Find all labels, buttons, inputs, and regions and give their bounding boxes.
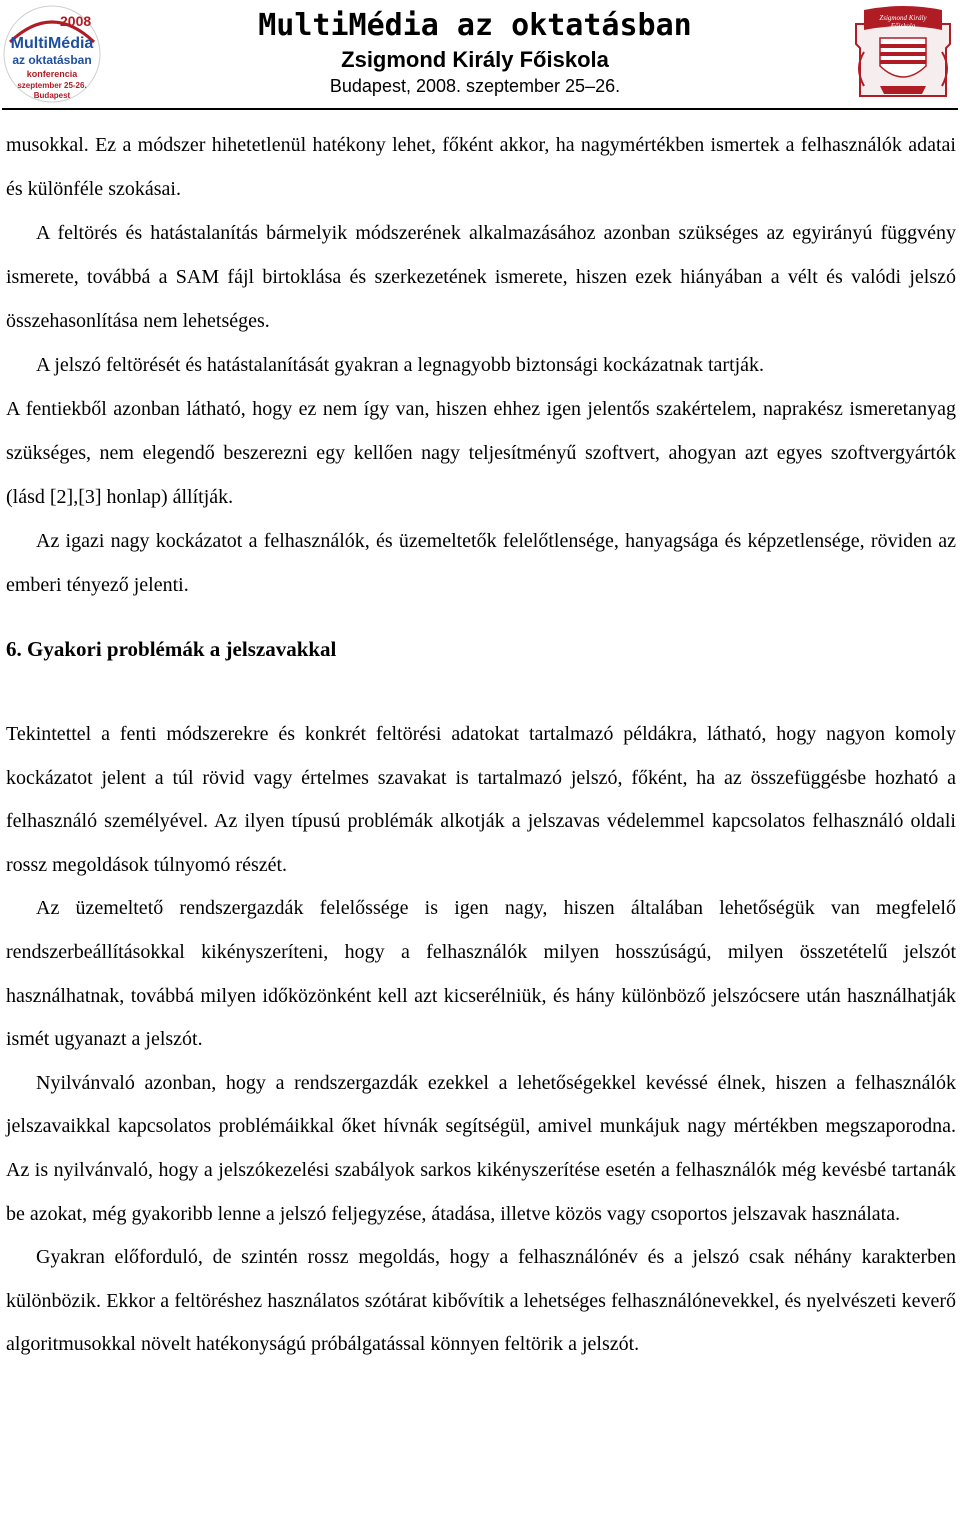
crest-name: Zsigmond Király xyxy=(879,14,927,22)
logo-year: 2008 xyxy=(60,13,92,29)
section-heading: 6. Gyakori problémák a jelszavakkal xyxy=(6,637,337,661)
svg-text:Főiskola: Főiskola xyxy=(890,22,916,30)
paragraph: A feltörés és hatástalanítás bármelyik módszerének alkalmazásához azonban szükséges az egyirányú függvény ismerete, továbbá a SAM fájl birtoklása és szerkezetének ismerete, hiszen ezek hiányában a vélt és valódi jelszó összehasonlítása nem lehetséges. xyxy=(6,222,956,332)
conference-date: Budapest, 2008. szeptember 25–26. xyxy=(329,76,621,96)
conference-logo xyxy=(2,2,102,106)
paragraph: A fentiekből azonban látható, hogy ez nem így van, hiszen ehhez igen jelentős szakértelem, naprakész ismeretanyag szükséges, nem elegendő beszerezni egy kellően nagy teljesítményű szoftvert, ahogyan azt egyes szoftvergyártók (lásd [2],[3] honlap) állítják. xyxy=(6,398,956,508)
logo-name: MultiMédia xyxy=(10,35,94,52)
institution-name: Zsigmond Király Főiskola xyxy=(341,47,609,72)
logo-sub: az oktatásban xyxy=(12,53,92,67)
paragraph: Nyilvánvaló azonban, hogy a rendszergazdák ezekkel a lehetőségekkel kevéssé élnek, hiszen a felhasználók jelszavaikkal kapcsolatos problémáikkal őket hívnák segítségül, amivel munkájuk nagy mértékben megszaporodna. Az is nyilvánvaló, hogy a jelszókezelési szabályok sarkos kikényszerítése esetén a felhasználók még kevésbé tartanák be azokat, még gyakoribb lenne a jelszó feljegyzése, átadása, illetve közös vagy csoportos jelszavak használata. xyxy=(6,1071,956,1225)
paragraph: Gyakran előforduló, de szintén rossz megoldás, hogy a felhasználónév és a jelszó csak néhány karakterben különbözik. Ekkor a feltöréshez használatos szótárat kibővítik a lehetséges felhasználónevekkel, és nyelvészeti keverő algoritmusokkal növelt hatékonyságú próbálgatással könnyen feltörik a jelszót. xyxy=(6,1246,956,1356)
logo-dates: szeptember 25-26. xyxy=(17,81,87,90)
college-crest-logo xyxy=(850,4,956,106)
paragraph: Az igazi nagy kockázatot a felhasználók, és üzemeltetők felelőtlensége, hanyagsága és képzetlensége, röviden az emberi tényező jelenti. xyxy=(6,530,956,596)
paragraph: Tekintettel a fenti módszerekre és konkrét feltörési adatokat tartalmazó példákra, látható, hogy nagyon komoly kockázatot jelent a túl rövid vagy értelmes szavakat is tartalmazó jelszó, főként, ha az összefüggésbe hozható a felhasználó személyével. Az ilyen típusú problémák alkotják a jelszavas védelemmel kapcsolatos felhasználó oldali rossz megoldások túlnyomó részét. xyxy=(6,723,956,876)
page-header xyxy=(0,0,960,112)
paragraph: A jelszó feltörését és hatástalanítását gyakran a legnagyobb biztonsági kockázatnak tartják. xyxy=(36,354,765,376)
conference-title: MultiMédia az oktatásban xyxy=(258,8,692,43)
header-titles xyxy=(110,8,840,98)
paragraph: Az üzemeltető rendszergazdák felelőssége is igen nagy, hiszen általában lehetőségük van megfelelő rendszerbeállításokkal kikényszeríteni, hogy a felhasználók milyen hosszúságú, milyen összetételű jelszót használhatnak, továbbá milyen időközönként kell azt kicserélniük, és hány különböző jelszócsere után használhatják ismét ugyanazt a jelszót. xyxy=(6,897,956,1051)
paragraph: musokkal. Ez a módszer hihetetlenül hatékony lehet, főként akkor, ha nagymértékben ismertek a felhasználók adatai és különféle szokásai. xyxy=(6,134,956,200)
header-divider xyxy=(2,108,958,110)
logo-type: konferencia xyxy=(26,69,78,79)
document-body xyxy=(6,123,956,1367)
logo-city: Budapest xyxy=(33,91,71,100)
